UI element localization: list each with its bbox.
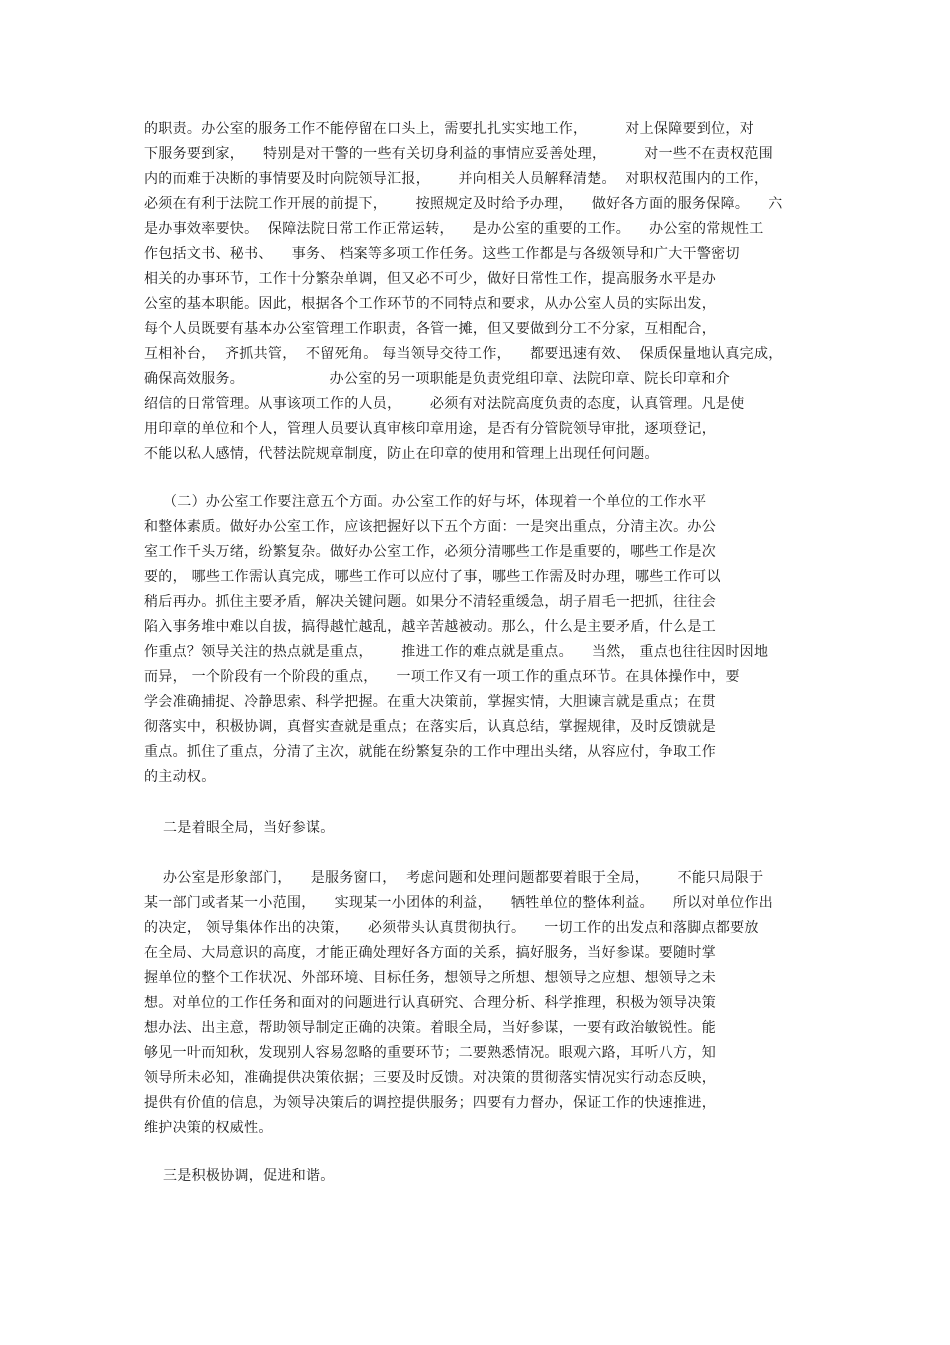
text-line: 重点。抓住了重点，分清了主次，就能在纷繁复杂的工作中理出头绪，从容应付，争取工作 <box>144 744 716 760</box>
text-line: 室工作千头万绪，纷繁复杂。做好办公室工作，必须分清哪些工作是重要的，哪些工作是次 <box>144 544 716 560</box>
text-line: 必须在有利于法院工作开展的前提下， 按照规定及时给予办理， 做好各方面的服务保障。 六 <box>144 196 783 212</box>
text-line: 作包括文书、秘书、 事务、 档案等多项工作任务。这些工作都是与各级领导和广大干警密切 <box>144 246 740 262</box>
text-line: 而异， 一个阶段有一个阶段的重点， 一项工作又有一项工作的重点环节。在具体操作中，要 <box>144 669 740 685</box>
text-line: 是办事效率要快。 保障法院日常工作正常运转， 是办公室的重要的工作。 办公室的常规性工 <box>144 221 764 237</box>
text-line: 确保高效服务。 办公室的另一项职能是负责党组印章、法院印章、院长印章和介 <box>144 371 731 387</box>
text-line: 提供有价值的信息，为领导决策后的调控提供服务；四要有力督办，保证工作的快速推进， <box>144 1095 716 1111</box>
text-line: 作重点？领导关注的热点就是重点， 推进工作的难点就是重点。 当然， 重点也往往因时因地 <box>144 644 769 660</box>
text-line: 学会准确捕捉、冷静思索、科学把握。在重大决策前，掌握实情，大胆谏言就是重点；在贯 <box>144 694 716 710</box>
text-line: 的决定， 领导集体作出的决策， 必须带头认真贯彻执行。 一切工作的出发点和落脚点都要放 <box>144 920 759 936</box>
text-line: 握单位的整个工作状况、外部环境、目标任务，想领导之所想、想领导之应想、想领导之未 <box>144 970 716 986</box>
text-line: 在全局、大局意识的高度，才能正确处理好各方面的关系，搞好服务，当好参谋。要随时掌 <box>144 945 716 961</box>
text-line: 下服务要到家， 特别是对干警的一些有关切身利益的事情应妥善处理， 对一些不在责权范围 <box>144 146 773 162</box>
text-line: 互相补台， 齐抓共管， 不留死角。 每当领导交待工作， 都要迅速有效、 保质保量地认真完成， <box>144 346 783 362</box>
text-line: 某一部门或者某一小范围， 实现某一小团体的利益， 牺牲单位的整体利益。 所以对单位作出 <box>144 895 773 911</box>
subheading-line: 三是积极协调，促进和谐。 <box>144 1168 335 1184</box>
text-line: 彻落实中，积极协调，真督实查就是重点；在落实后，认真总结，掌握规律，及时反馈就是 <box>144 719 716 735</box>
subheading-line: 二是着眼全局，当好参谋。 <box>144 820 335 836</box>
text-line: 每个人员既要有基本办公室管理工作职责，各管一摊，但又要做到分工不分家，互相配合， <box>144 321 716 337</box>
text-line: 陷入事务堆中难以自拔，搞得越忙越乱，越辛苦越被动。那么，什么是主要矛盾，什么是工 <box>144 619 716 635</box>
text-line: 的主动权。 <box>144 769 216 785</box>
text-line: 绍信的日常管理。从事该项工作的人员， 必须有对法院高度负责的态度，认真管理。凡是使 <box>144 396 745 412</box>
text-line: 要的， 哪些工作需认真完成，哪些工作可以应付了事，哪些工作需及时办理，哪些工作可以 <box>144 569 721 585</box>
text-line: 稍后再办。抓住主要矛盾，解决关键问题。如果分不清轻重缓急，胡子眉毛一把抓，往往会 <box>144 594 716 610</box>
text-line: 公室的基本职能。因此，根据各个工作环节的不同特点和要求，从办公室人员的实际出发， <box>144 296 716 312</box>
text-line: 够见一叶而知秋，发现别人容易忽略的重要环节；二要熟悉情况。眼观六路，耳听八方，知 <box>144 1045 716 1061</box>
text-line: 想办法、出主意，帮助领导制定正确的决策。着眼全局，当好参谋，一要有政治敏锐性。能 <box>144 1020 716 1036</box>
section-heading-line: （二）办公室工作要注意五个方面。办公室工作的好与坏，体现着一个单位的工作水平 <box>144 494 707 510</box>
text-line: 想。对单位的工作任务和面对的问题进行认真研究、合理分析、科学推理，积极为领导决策 <box>144 995 716 1011</box>
text-line: 的职责。办公室的服务工作不能停留在口头上，需要扎扎实实地工作， 对上保障要到位，对 <box>144 121 754 137</box>
text-line: 用印章的单位和个人，管理人员要认真审核印章用途，是否有分管院领导审批，逐项登记， <box>144 421 716 437</box>
text-line: 和整体素质。做好办公室工作，应该把握好以下五个方面：一是突出重点，分清主次。办公 <box>144 519 716 535</box>
text-line: 不能以私人感情，代替法院规章制度，防止在印章的使用和管理上出现任何问题。 <box>144 446 659 462</box>
text-line: 维护决策的权威性。 <box>144 1120 273 1136</box>
text-line: 领导所未必知，准确提供决策依据；三要及时反馈。对决策的贯彻落实情况实行动态反映， <box>144 1070 716 1086</box>
text-line: 相关的办事环节，工作十分繁杂单调，但又必不可少，做好日常性工作，提高服务水平是办 <box>144 271 716 287</box>
text-line: 办公室是形象部门， 是服务窗口， 考虑问题和处理问题都要着眼于全局， 不能只局限于 <box>144 870 764 886</box>
text-line: 内的而难于决断的事情要及时向院领导汇报， 并向相关人员解释清楚。 对职权范围内的工作， <box>144 171 769 187</box>
